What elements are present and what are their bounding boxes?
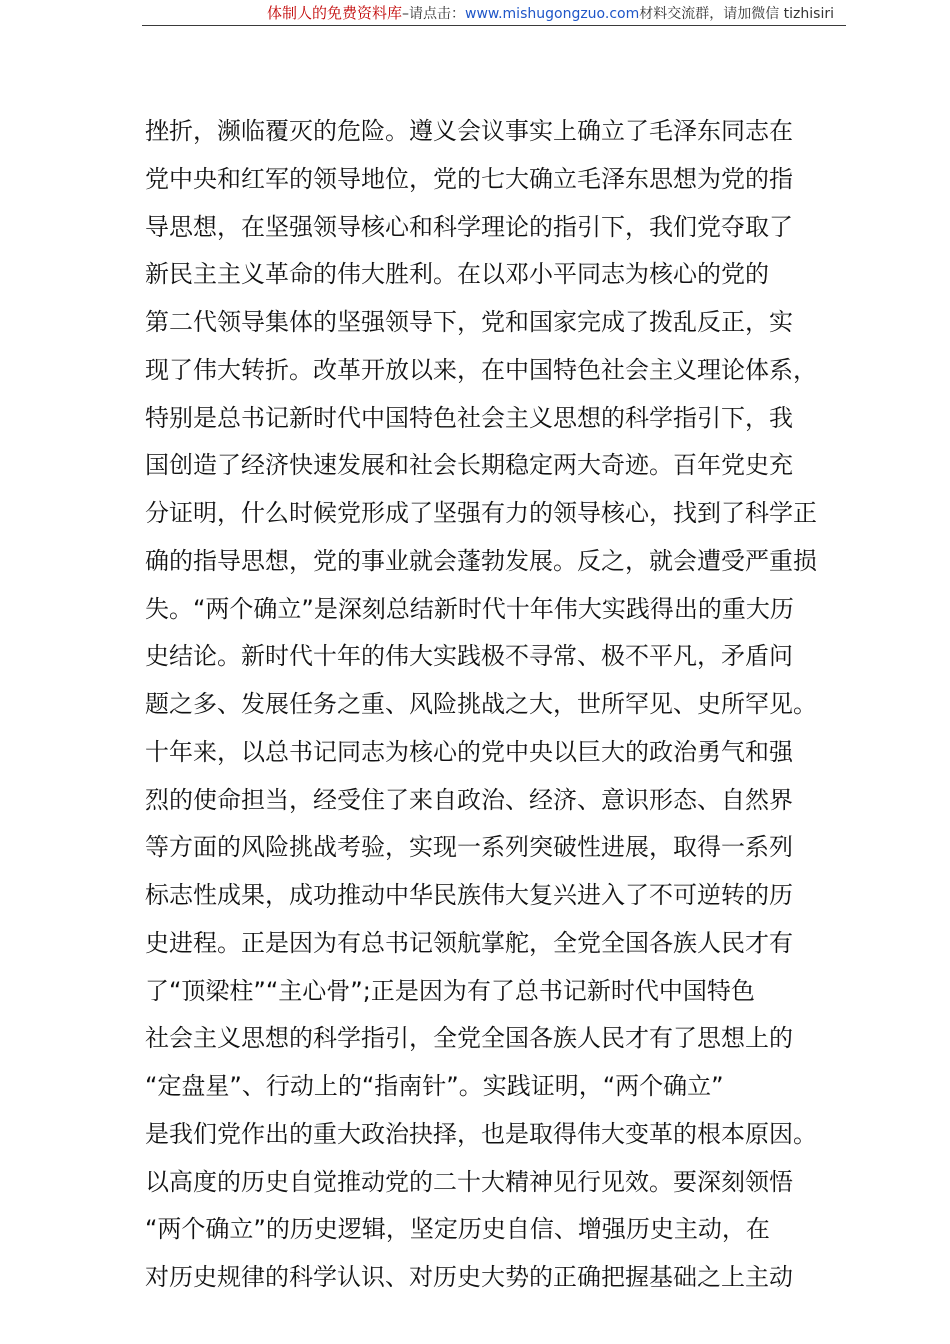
body-line: 是我们党作出的重大政治抉择，也是取得伟大变革的根本原因。: [145, 1119, 817, 1148]
header-site-link[interactable]: www.mishugongzuo.com: [465, 6, 640, 22]
header-prompt: –请点击：: [402, 6, 466, 22]
body-line: 现了伟大转折。改革开放以来，在中国特色社会主义理论体系，: [145, 355, 817, 384]
body-line: “两个确立”的历史逻辑，坚定历史自信、增强历史主动，在: [145, 1215, 770, 1244]
page-header: [0, 0, 950, 26]
header-contact: 材料交流群，请加微信 tizhisiri: [639, 6, 834, 22]
body-line: 新民主主义革命的伟大胜利。在以邓小平同志为核心的党的: [145, 260, 769, 289]
header-brand: 体制人的免费资料库: [267, 4, 403, 22]
body-line: 挫折，濒临覆灭的危险。遵义会议事实上确立了毛泽东同志在: [145, 117, 793, 145]
body-line: 了“顶梁柱”“主心骨”;正是因为有了总书记新时代中国特色: [145, 976, 755, 1005]
body-line: 失。“两个确立”是深刻总结新时代十年伟大实践得出的重大历: [145, 594, 794, 623]
body-line: 分证明，什么时候党形成了坚强有力的领导核心，找到了科学正: [145, 499, 817, 527]
body-line: 对历史规律的科学认识、对历史大势的正确把握基础之上主动: [145, 1263, 793, 1291]
document-body: [145, 108, 835, 1302]
body-line: 特别是总书记新时代中国特色社会主义思想的科学指引下，我: [145, 403, 793, 432]
body-line: 标志性成果，成功推动中华民族伟大复兴进入了不可逆转的历: [145, 881, 793, 909]
body-line: 等方面的风险挑战考验，实现一系列突破性进展，取得一系列: [145, 833, 793, 862]
body-line: 导思想，在坚强领导核心和科学理论的指引下，我们党夺取了: [145, 212, 793, 241]
body-line: 国创造了经济快速发展和社会长期稳定两大奇迹。百年党史充: [145, 451, 793, 480]
header-divider: [142, 25, 846, 26]
body-line: 确的指导思想，党的事业就会蓬勃发展。反之，就会遭受严重损: [145, 546, 817, 575]
header-line: [0, 4, 834, 23]
body-line: 史进程。正是因为有总书记领航掌舵，全党全国各族人民才有: [145, 928, 793, 957]
body-line: 第二代领导集体的坚强领导下，党和国家完成了拨乱反正，实: [145, 308, 793, 336]
body-line: 烈的使命担当，经受住了来自政治、经济、意识形态、自然界: [145, 785, 793, 814]
body-line: 题之多、发展任务之重、风险挑战之大，世所罕见、史所罕见。: [145, 690, 817, 718]
body-line: “定盘星”、行动上的“指南针”。实践证明，“两个确立”: [145, 1072, 724, 1100]
body-line: 史结论。新时代十年的伟大实践极不寻常、极不平凡，矛盾问: [145, 642, 793, 671]
body-line: 社会主义思想的科学指引，全党全国各族人民才有了思想上的: [145, 1024, 793, 1053]
body-line: 党中央和红军的领导地位，党的七大确立毛泽东思想为党的指: [145, 164, 793, 193]
body-line: 十年来，以总书记同志为核心的党中央以巨大的政治勇气和强: [145, 737, 793, 766]
body-line: 以高度的历史自觉推动党的二十大精神见行见效。要深刻领悟: [145, 1167, 793, 1196]
